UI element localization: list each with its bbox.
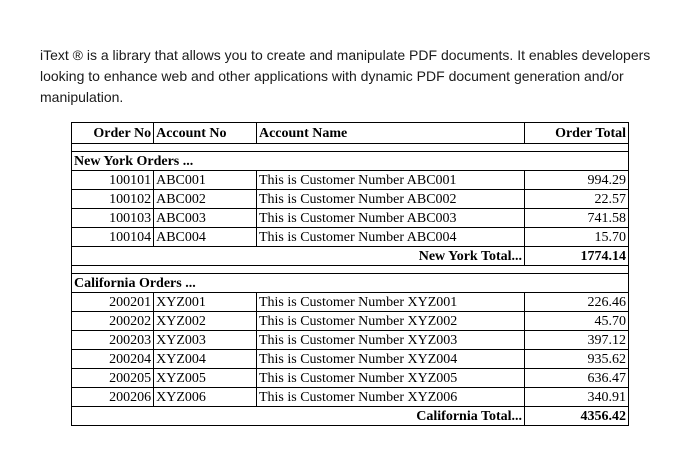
cell-order-no: 100102 [72, 190, 154, 209]
cell-order-total: 397.12 [525, 331, 629, 350]
cell-order-total: 636.47 [525, 369, 629, 388]
cell-account-name: This is Customer Number ABC001 [256, 171, 524, 190]
group-total-label: New York Total... [72, 247, 525, 266]
cell-order-no: 200202 [72, 312, 154, 331]
cell-account-name: This is Customer Number XYZ005 [256, 369, 524, 388]
cell-account-name: This is Customer Number ABC002 [256, 190, 524, 209]
cell-order-no: 100103 [72, 209, 154, 228]
cell-order-total: 22.57 [525, 190, 629, 209]
cell-account-no: XYZ005 [154, 369, 257, 388]
cell-order-no: 100101 [72, 171, 154, 190]
cell-account-no: ABC002 [154, 190, 257, 209]
cell-account-name: This is Customer Number XYZ003 [256, 331, 524, 350]
table-row [72, 350, 629, 369]
cell-account-name: This is Customer Number ABC004 [256, 228, 524, 247]
cell-account-no: XYZ001 [154, 293, 257, 312]
group-header-row [72, 152, 629, 171]
table-row [72, 190, 629, 209]
spacer-row [72, 266, 629, 274]
table-row [72, 209, 629, 228]
cell-account-name: This is Customer Number XYZ006 [256, 388, 524, 407]
cell-order-total: 741.58 [525, 209, 629, 228]
header-order-no: Order No [72, 123, 154, 144]
cell-account-no: XYZ004 [154, 350, 257, 369]
cell-order-total: 226.46 [525, 293, 629, 312]
group-header-row [72, 274, 629, 293]
header-row [72, 123, 629, 144]
cell-order-total: 994.29 [525, 171, 629, 190]
cell-order-no: 200206 [72, 388, 154, 407]
cell-order-total: 45.70 [525, 312, 629, 331]
table-row [72, 293, 629, 312]
cell-account-no: XYZ006 [154, 388, 257, 407]
cell-order-no: 200204 [72, 350, 154, 369]
intro-paragraph: iText ® is a library that allows you to create and manipulate PDF documents. It enables developers looking to enhance web and other applications with dynamic PDF document generation and/or manipulation. [40, 47, 651, 105]
cell-account-no: ABC003 [154, 209, 257, 228]
group-total-label: California Total... [72, 407, 525, 426]
cell-order-total: 340.91 [525, 388, 629, 407]
header-account-name: Account Name [256, 123, 524, 144]
cell-order-no: 200201 [72, 293, 154, 312]
cell-order-no: 200203 [72, 331, 154, 350]
group-total-row [72, 407, 629, 426]
table-row [72, 331, 629, 350]
cell-account-no: ABC001 [154, 171, 257, 190]
table-row [72, 369, 629, 388]
header-order-total: Order Total [525, 123, 629, 144]
table-row [72, 228, 629, 247]
orders-table [71, 122, 629, 426]
cell-order-total: 15.70 [525, 228, 629, 247]
cell-account-name: This is Customer Number ABC003 [256, 209, 524, 228]
spacer-row [72, 144, 629, 152]
cell-account-no: ABC004 [154, 228, 257, 247]
group-total-value: 1774.14 [525, 247, 629, 266]
group-label-california: California Orders ... [72, 274, 629, 293]
cell-order-total: 935.62 [525, 350, 629, 369]
header-account-no: Account No [154, 123, 257, 144]
cell-order-no: 100104 [72, 228, 154, 247]
cell-account-no: XYZ003 [154, 331, 257, 350]
cell-account-name: This is Customer Number XYZ002 [256, 312, 524, 331]
cell-account-name: This is Customer Number XYZ001 [256, 293, 524, 312]
table-row [72, 388, 629, 407]
group-total-value: 4356.42 [525, 407, 629, 426]
table-row [72, 312, 629, 331]
cell-account-no: XYZ002 [154, 312, 257, 331]
group-label-new-york: New York Orders ... [72, 152, 629, 171]
cell-account-name: This is Customer Number XYZ004 [256, 350, 524, 369]
cell-order-no: 200205 [72, 369, 154, 388]
table-row [72, 171, 629, 190]
group-total-row [72, 247, 629, 266]
